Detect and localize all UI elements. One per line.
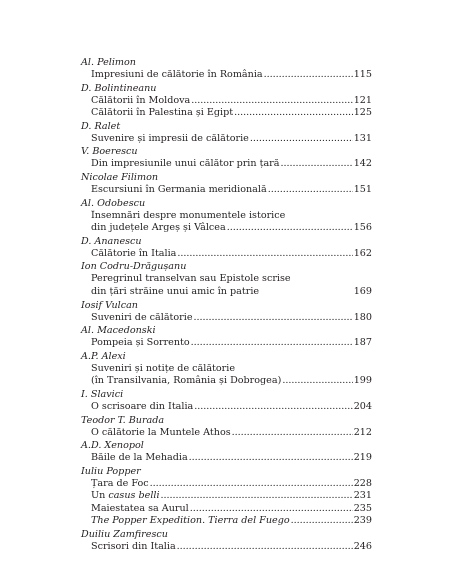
item-title-line: Suveniri și notițe de călătorie — [91, 362, 236, 374]
author-name: Ion Codru-Drăgușanu — [81, 261, 187, 273]
dot-leader — [291, 515, 353, 528]
dot-leader — [177, 248, 352, 261]
item-title: (în Transilvania, România și Dobrogea) — [91, 375, 282, 387]
toc-item — [81, 452, 372, 465]
toc-entry — [81, 528, 372, 554]
item-title: O călătorie la Muntele Athos — [91, 426, 231, 438]
dot-leader — [189, 452, 353, 465]
author-name: Teodor T. Burada — [81, 414, 165, 426]
item-title-italic: casus belli — [108, 490, 160, 502]
toc-entry — [81, 56, 372, 82]
dot-leader — [227, 222, 353, 235]
dot-leader — [250, 133, 353, 146]
item-title: Suveniri de călătorie — [91, 311, 193, 323]
author-name: A.P. Alexi — [81, 350, 126, 362]
toc-item — [81, 69, 372, 82]
page-number: 239 — [353, 515, 372, 527]
toc-item — [81, 312, 372, 325]
toc-entry — [81, 299, 372, 325]
item-title: Impresiuni de călătorie în România — [91, 69, 263, 80]
item-title-italic: The Popper Expedition. Tierra del Fuego — [91, 515, 290, 527]
dot-leader — [234, 107, 353, 120]
dot-leader — [194, 401, 352, 414]
dot-leader — [190, 503, 353, 516]
page-number: 156 — [353, 222, 372, 234]
item-title: Băile de la Mehadia — [91, 452, 188, 464]
toc-item — [81, 337, 372, 350]
page-number: 115 — [353, 69, 372, 80]
item-title-line: Însemnări despre monumentele istorice — [91, 209, 286, 221]
author-name: Al. Pelimon — [81, 57, 136, 68]
item-title: Din impresiunile unui călător prin țară — [91, 158, 280, 170]
author-name: Al. Odobescu — [81, 197, 146, 209]
toc-item — [81, 478, 372, 491]
page-number: 235 — [353, 502, 372, 514]
page-number: 231 — [353, 490, 372, 502]
dot-leader — [191, 95, 352, 108]
author-name: D. Bolintineanu — [81, 82, 157, 94]
toc-item — [81, 401, 372, 414]
page-number: 228 — [353, 477, 372, 489]
item-title: Călătorii în Palestina și Egipt — [91, 107, 234, 119]
page-number: 246 — [353, 541, 372, 553]
author-name: V. Boerescu — [81, 146, 138, 158]
toc-item — [81, 286, 372, 299]
page-number: 169 — [353, 285, 372, 297]
dot-leader — [177, 541, 353, 554]
item-title: Maiestatea sa Aurul — [91, 502, 189, 514]
toc-item — [81, 427, 372, 440]
dot-leader — [150, 478, 353, 491]
toc-entry — [81, 235, 372, 261]
page-number: 187 — [353, 337, 372, 349]
toc-item — [81, 158, 372, 171]
item-title-line: Peregrinul transelvan sau Epistole scrise — [91, 273, 291, 285]
page-number: 199 — [353, 375, 372, 387]
toc-item — [81, 133, 372, 146]
item-title — [91, 490, 160, 503]
dot-leader — [280, 158, 352, 171]
page-number: 131 — [353, 132, 372, 144]
dot-leader — [282, 375, 352, 388]
page-number: 121 — [353, 94, 372, 106]
author-name: D. Ananescu — [81, 235, 142, 247]
page-number: 212 — [353, 426, 372, 438]
toc-item — [81, 503, 372, 516]
toc-entry — [81, 414, 372, 440]
page-number: 219 — [353, 452, 372, 464]
item-title: Călătorii în Moldova — [91, 94, 191, 106]
toc-entry — [81, 82, 372, 120]
author-name: A.D. Xenopol — [81, 440, 144, 452]
toc-item — [81, 248, 372, 261]
toc-item — [81, 515, 372, 528]
toc-entry — [81, 145, 372, 171]
toc-item — [81, 184, 372, 197]
dot-leader — [264, 69, 353, 82]
toc-item — [81, 490, 372, 503]
item-title: Pompeia și Sorrento — [91, 337, 190, 349]
table-of-contents — [81, 56, 372, 554]
dot-leader — [268, 184, 353, 197]
toc-entry — [81, 120, 372, 146]
author-name: Iosif Vulcan — [81, 299, 138, 311]
dot-leader — [194, 312, 353, 325]
item-title: Escursiuni în Germania meridională — [91, 183, 267, 195]
dot-leader — [232, 427, 353, 440]
item-title: din județele Argeș și Vâlcea — [91, 222, 226, 234]
item-title: Scrisori din Italia — [91, 541, 176, 553]
page-number: 180 — [353, 311, 372, 323]
toc-entry — [81, 324, 372, 350]
author-name: Nicolae Filimon — [81, 171, 159, 183]
toc-entry — [81, 171, 372, 197]
dot-leader — [191, 337, 353, 350]
page-number: 125 — [353, 107, 372, 119]
author-name: Iuliu Popper — [81, 465, 141, 477]
toc-entry — [81, 260, 372, 298]
page-number: 162 — [353, 247, 372, 259]
author-name: D. Ralet — [81, 120, 121, 132]
dot-leader — [161, 490, 353, 503]
toc-entry — [81, 350, 372, 388]
item-title: Țara de Foc — [91, 477, 149, 489]
toc-entry — [81, 439, 372, 465]
page-number: 204 — [353, 400, 372, 412]
toc-entry — [81, 388, 372, 414]
page-number: 142 — [353, 158, 372, 170]
author-name: I. Slavici — [81, 388, 124, 400]
item-title: Suvenire și impresii de călătorie — [91, 132, 249, 144]
item-title: O scrisoare din Italia — [91, 400, 194, 412]
toc-entry — [81, 197, 372, 235]
author-name: Al. Macedonski — [81, 325, 156, 337]
toc-item — [81, 95, 372, 108]
item-title: Călătorie în Italia — [91, 247, 177, 259]
page-number: 151 — [353, 183, 372, 195]
item-title: din țări străine unui amic în patrie — [91, 285, 260, 297]
toc-item — [81, 541, 372, 554]
toc-entry — [81, 465, 372, 528]
toc-item — [81, 375, 372, 388]
author-name: Duiliu Zamfirescu — [81, 529, 168, 541]
toc-item — [81, 222, 372, 235]
item-title-prefix: Un — [91, 490, 109, 502]
toc-item — [81, 107, 372, 120]
